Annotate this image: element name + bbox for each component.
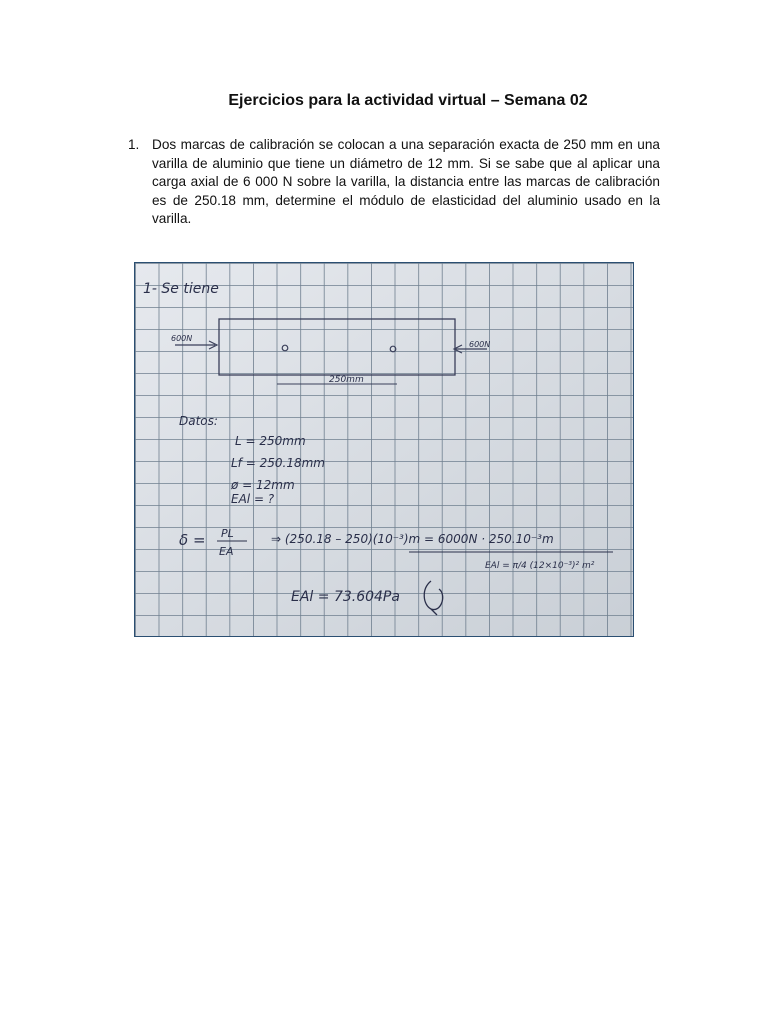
document-title: Ejercicios para la actividad virtual – Semana 02 <box>228 92 588 109</box>
hw-force-left: 600N <box>171 334 193 343</box>
hw-eq-rhs: ⇒ (250.18 – 250)(10⁻³)m = 6000N · 250.10⁻³m <box>271 532 554 546</box>
hw-result: EAl = 73.604Pa <box>291 589 400 605</box>
hw-length-label: 250mm <box>329 375 364 385</box>
hw-eq-lhs: δ = <box>179 531 206 549</box>
handwritten-solution-photo <box>134 262 634 637</box>
exercise-1 <box>128 136 660 229</box>
hw-datos-1: L = 250mm <box>235 434 306 448</box>
hw-force-right: 600N <box>469 340 491 349</box>
hw-datos-4: EAl = ? <box>231 492 275 506</box>
exercise-text: Dos marcas de calibración se colocan a una separación exacta de 250 mm en una varilla de aluminio que tiene un diámetro de 12 mm. Si se sabe que al aplicar una carga axial de 6 000 N sobre la varilla, la distancia entre las marcas de calibración es de 250.18 mm, determine el módulo de elasticidad del aluminio usado en la varilla. <box>152 137 660 227</box>
hw-datos-label: Datos: <box>179 414 218 428</box>
hw-eq-num: PL <box>221 527 234 540</box>
exercise-number: 1. <box>128 137 140 152</box>
hw-eq-den: EA <box>219 545 234 558</box>
hw-datos-2: Lf = 250.18mm <box>231 456 325 470</box>
hw-datos-3: ø = 12mm <box>231 478 295 492</box>
hw-header: 1- Se tiene <box>143 281 219 297</box>
hw-eq-second: EAl = π/4 (12×10⁻³)² m² <box>485 561 595 571</box>
